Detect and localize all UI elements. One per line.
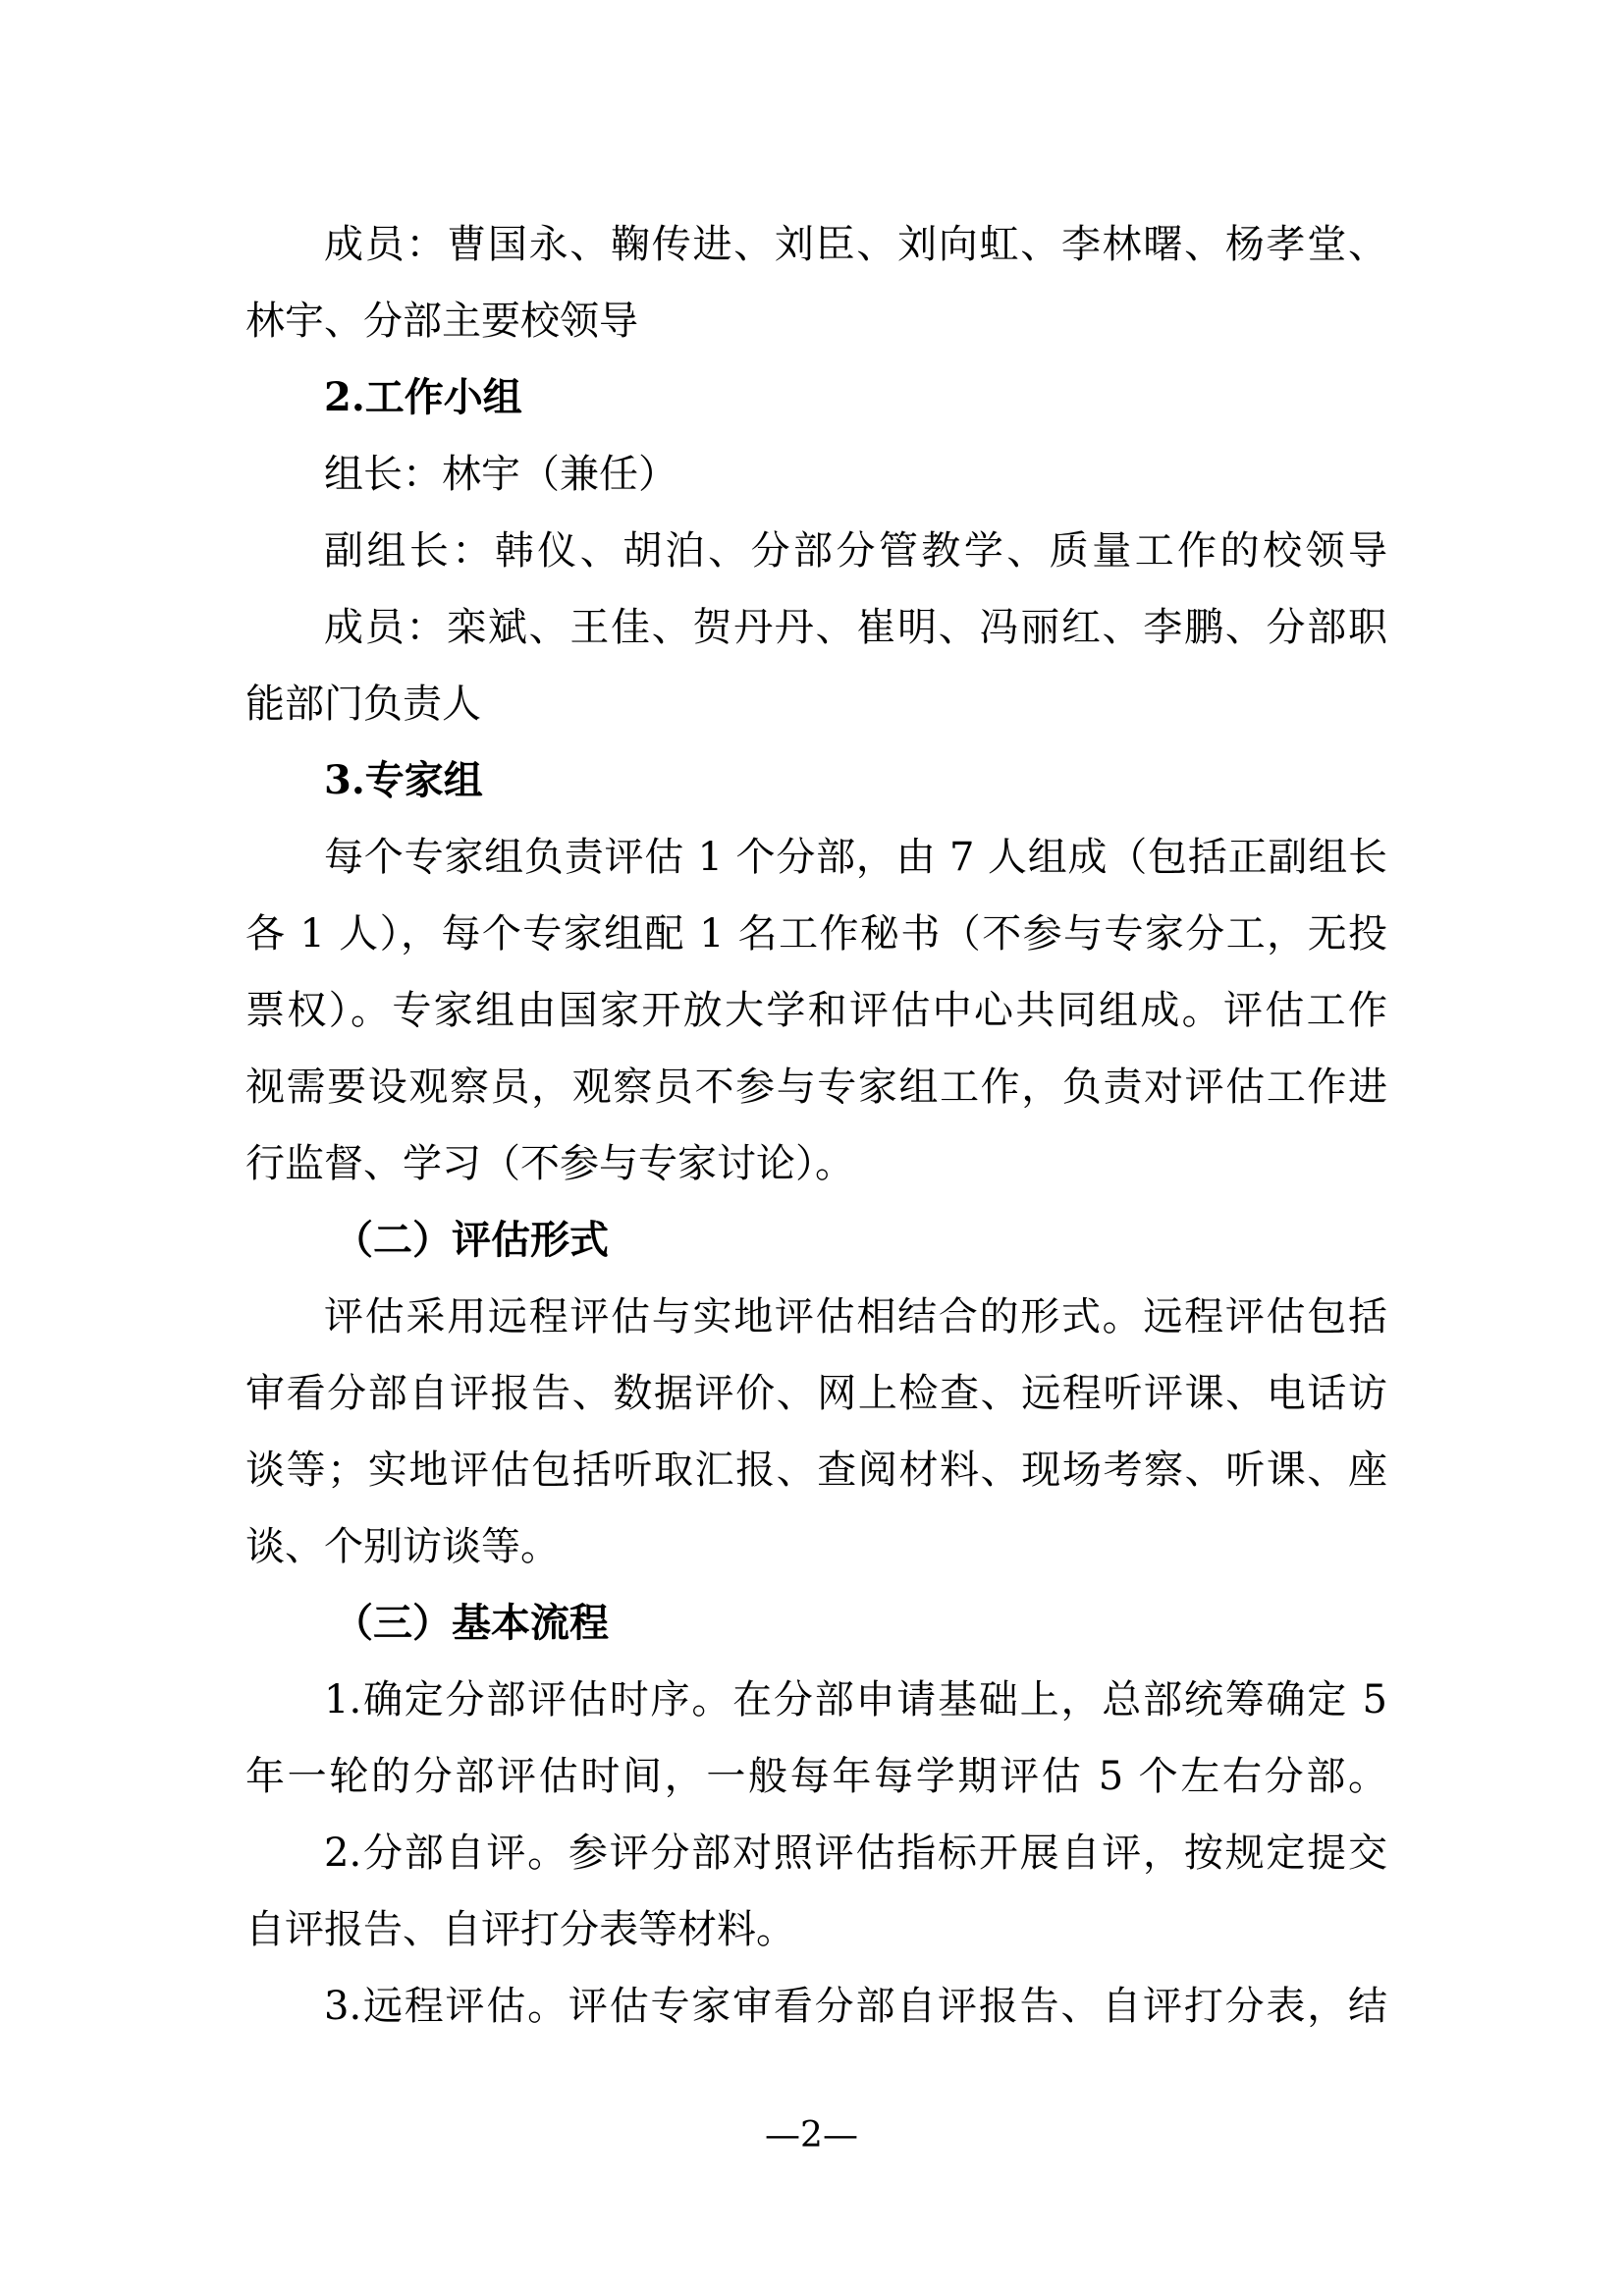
group-leader-line: 组长：林宇（兼任） bbox=[324, 452, 677, 497]
page-number: —2— bbox=[765, 2115, 858, 2156]
eval-form-line-3: 谈等；实地评估包括听取汇报、查阅材料、现场考察、听课、座 bbox=[245, 1448, 1387, 1493]
section-heading-basic-process: （三）基本流程 bbox=[334, 1600, 609, 1646]
heading-work-group: 2.工作小组 bbox=[324, 374, 522, 420]
expert-desc-line-4: 视需要设观察员，观察员不参与专家组工作，负责对评估工作进 bbox=[245, 1065, 1387, 1110]
expert-desc-line-1: 每个专家组负责评估 1 个分部，由 7 人组成（包括正副组长 bbox=[324, 835, 1387, 880]
expert-desc-line-2: 各 1 人），每个专家组配 1 名工作秘书（不参与专家分工，无投 bbox=[245, 911, 1387, 957]
step-3-line-1: 3.远程评估。评估专家审看分部自评报告、自评打分表，结 bbox=[324, 1984, 1387, 2029]
document-body bbox=[245, 206, 1387, 2045]
eval-form-line-2: 审看分部自评报告、数据评价、网上检查、远程听评课、电话访 bbox=[245, 1371, 1387, 1416]
members-line-1: 成员：曹国永、鞠传进、刘臣、刘向虹、李林曙、杨孝堂、 bbox=[324, 222, 1387, 267]
work-group-members-line-1: 成员：栾斌、王佳、贺丹丹、崔明、冯丽红、李鹏、分部职 bbox=[324, 605, 1387, 650]
step-2-line-2: 自评报告、自评打分表等材料。 bbox=[245, 1907, 795, 1952]
step-2-line-1: 2.分部自评。参评分部对照评估指标开展自评，按规定提交 bbox=[324, 1831, 1387, 1876]
heading-expert-group: 3.专家组 bbox=[324, 757, 483, 803]
eval-form-line-1: 评估采用远程评估与实地评估相结合的形式。远程评估包括 bbox=[324, 1294, 1387, 1339]
eval-form-line-4: 谈、个别访谈等。 bbox=[245, 1524, 560, 1569]
work-group-members-line-2: 能部门负责人 bbox=[245, 682, 481, 727]
section-heading-eval-form: （二）评估形式 bbox=[334, 1217, 609, 1263]
expert-desc-line-3: 票权）。专家组由国家开放大学和评估中心共同组成。评估工作 bbox=[245, 988, 1387, 1033]
expert-desc-line-5: 行监督、学习（不参与专家讨论）。 bbox=[245, 1141, 854, 1186]
members-line-2: 林宇、分部主要校领导 bbox=[245, 299, 638, 344]
step-1-line-2: 年一轮的分部评估时间，一般每年每学期评估 5 个左右分部。 bbox=[245, 1754, 1387, 1799]
deputy-leader-line: 副组长：韩仪、胡泊、分部分管教学、质量工作的校领导 bbox=[324, 528, 1387, 574]
step-1-line-1: 1.确定分部评估时序。在分部申请基础上，总部统筹确定 5 bbox=[324, 1677, 1387, 1722]
